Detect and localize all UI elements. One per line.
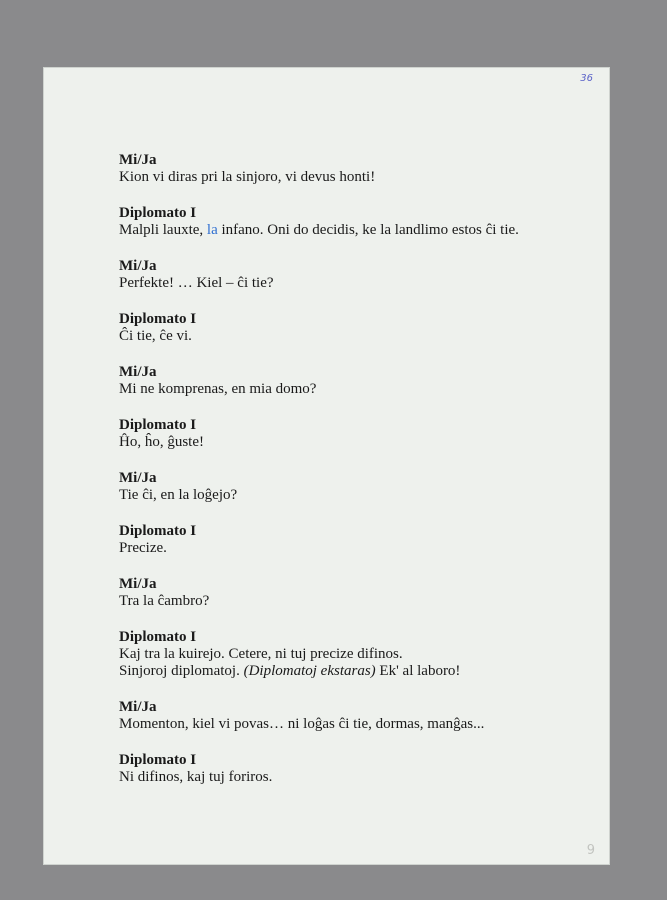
- line-text: Sinjoroj diplomatoj.: [119, 663, 244, 679]
- speaker-name: Diplomato I: [119, 523, 197, 539]
- stage-direction: (Diplomatoj ekstaras): [243, 663, 376, 679]
- dialogue-line: Precize.: [119, 540, 167, 556]
- dialogue-block: [119, 152, 589, 186]
- speaker-name: Diplomato I: [119, 752, 197, 768]
- document-page: [44, 68, 609, 864]
- speaker-name: Mi/Ja: [119, 699, 157, 715]
- dialogue-script: [119, 152, 589, 805]
- dialogue-line: Perfekte! … Kiel – ĉi tie?: [119, 275, 274, 291]
- speaker-name: Diplomato I: [119, 311, 197, 327]
- dialogue-line: Mi ne komprenas, en mia domo?: [119, 381, 317, 397]
- dialogue-block: [119, 258, 589, 292]
- speaker-name: Diplomato I: [119, 417, 197, 433]
- dialogue-block: [119, 417, 589, 451]
- speaker-name: Mi/Ja: [119, 576, 157, 592]
- line-text: infano. Oni do decidis, ke la landlimo estos ĉi tie.: [217, 222, 519, 238]
- dialogue-block: [119, 311, 589, 345]
- speaker-name: Mi/Ja: [119, 258, 157, 274]
- dialogue-line: Kaj tra la kuirejo. Cetere, ni tuj precize difinos.: [119, 646, 403, 662]
- dialogue-line: Ĥo, ĥo, ĝuste!: [119, 434, 204, 450]
- dialogue-line: Ĉi tie, ĉe vi.: [119, 328, 192, 344]
- dialogue-line: Ni difinos, kaj tuj foriros.: [119, 769, 273, 785]
- speaker-name: Mi/Ja: [119, 470, 157, 486]
- dialogue-line: [119, 222, 589, 239]
- dialogue-line: Kion vi diras pri la sinjoro, vi devus honti!: [119, 169, 376, 185]
- speaker-name: Diplomato I: [119, 205, 197, 221]
- dialogue-block: [119, 523, 589, 557]
- highlighted-word: la: [206, 222, 218, 238]
- dialogue-line: Momenton, kiel vi povas… ni loĝas ĉi tie, dormas, manĝas...: [119, 716, 485, 732]
- dialogue-block: [119, 629, 589, 680]
- line-text: Ek' al laboro!: [375, 663, 461, 679]
- dialogue-line: Tie ĉi, en la loĝejo?: [119, 487, 238, 503]
- speaker-name: Diplomato I: [119, 629, 197, 645]
- corner-mark: 9: [586, 843, 595, 858]
- dialogue-block: [119, 205, 589, 239]
- speaker-name: Mi/Ja: [119, 152, 157, 168]
- dialogue-line: Tra la ĉambro?: [119, 593, 210, 609]
- line-text: Malpli lauxte,: [119, 222, 207, 238]
- dialogue-block: [119, 752, 589, 786]
- dialogue-block: [119, 470, 589, 504]
- dialogue-block: [119, 364, 589, 398]
- page-number: 36: [580, 73, 593, 84]
- dialogue-block: [119, 699, 589, 733]
- dialogue-block: [119, 576, 589, 610]
- speaker-name: Mi/Ja: [119, 364, 157, 380]
- dialogue-line: [119, 663, 589, 680]
